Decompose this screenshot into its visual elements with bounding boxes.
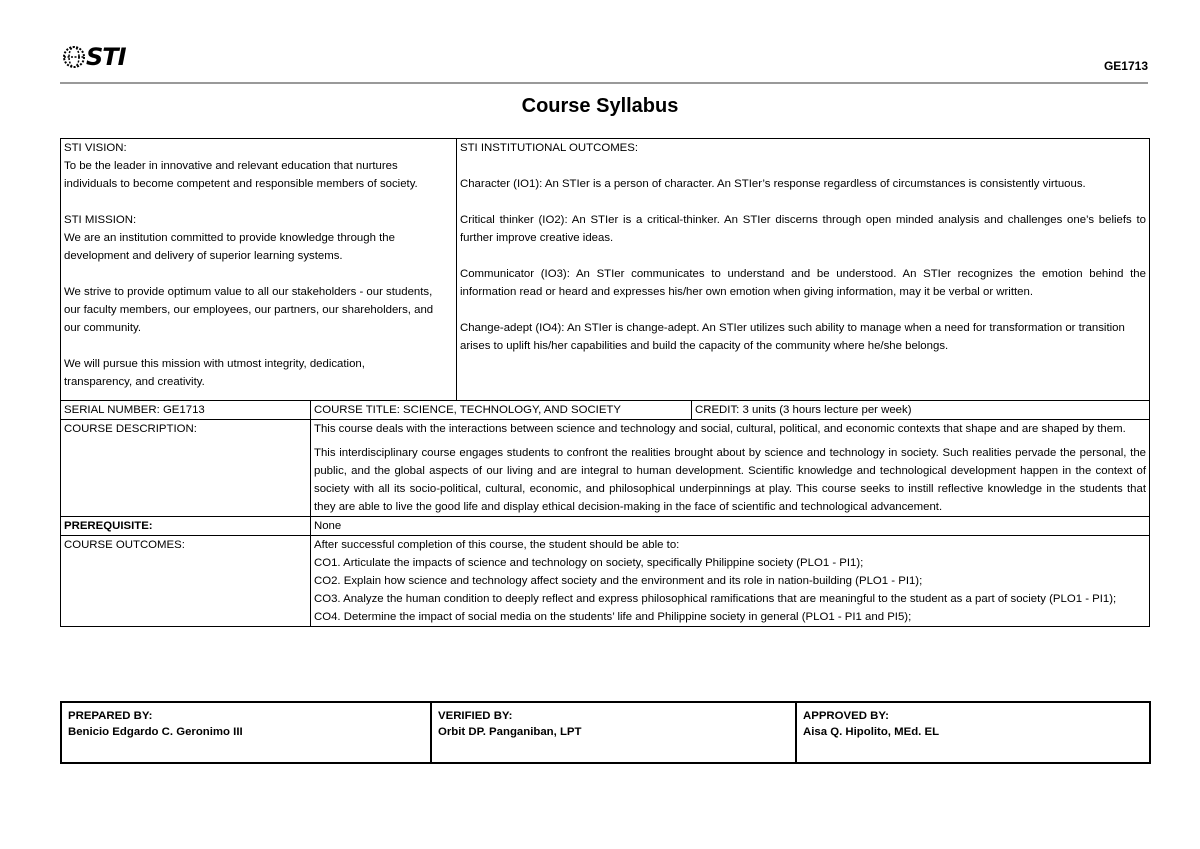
mission-paragraph: We are an institution committed to provide knowledge through the development and delivery of superior learning systems. <box>64 232 395 262</box>
mission-paragraph: We strive to provide optimum value to all our stakeholders - our students, our faculty members, our employees, our partners, our shareholders, and our community. <box>64 286 434 334</box>
description-paragraph: This interdisciplinary course engages students to confront the realities brought about by science and technology in society. Such realities pervade the personal, the public, and the global aspects of our living and are integral to human development. Scientific knowledge and technological development happen in the context of society with all its socio-political, cultural, economic, and philosophical underpinnings at play. This course seeks to instill reflective knowledge in the students that they are able to live the good life and display ethical decision-making in the face of scientific and technological advancement. <box>314 447 1146 513</box>
sti-logo <box>62 44 126 70</box>
header-divider <box>60 82 1148 84</box>
vision-mission-cell <box>61 139 457 401</box>
verified-by-cell <box>431 702 796 763</box>
vision-text: To be the leader in innovative and relevant education that nurtures individuals to become competent and responsible members of society. <box>64 160 418 190</box>
course-outcome-item: CO1. Articulate the impacts of science and technology on society, specifically Philippine society (PLO1 - PI1); <box>314 557 864 569</box>
document-code: GE1713 <box>1103 59 1148 73</box>
description-row <box>61 420 1150 517</box>
course-outcomes-cell <box>311 536 1150 627</box>
signature-name: Orbit DP. Panganiban, LPT <box>438 726 582 738</box>
outcome-label: Change-adept (IO4): <box>460 322 565 334</box>
outcome-text: An STIer is change-adept. An STIer utilizes such ability to manage when a need for transformation or transition arises to uplift his/her capabilities and build the capacity of the community where he/she belongs. <box>460 322 1125 352</box>
outcome-text: An STIer is a person of character. An STIer’s response regardless of circumstances is consistently virtuous. <box>544 178 1086 190</box>
course-credit: CREDIT: 3 units (3 hours lecture per week) <box>692 401 1150 420</box>
course-title: COURSE TITLE: SCIENCE, TECHNOLOGY, AND SOCIETY <box>311 401 692 420</box>
outcome-text: An STIer is a critical-thinker. An STIer discerns through open minded analysis and challenges one’s beliefs to further improve creative ideas. <box>460 214 1146 244</box>
syllabus-table <box>60 138 1150 627</box>
prerequisite-label: PREREQUISITE: <box>61 517 311 536</box>
outcome-item <box>460 211 1146 247</box>
course-outcome-item: CO3. Analyze the human condition to deeply reflect and express philosophical ramifications that are meaningful to the student as a part of society (PLO1 - PI1); <box>314 593 1117 605</box>
outcome-label: Critical thinker (IO2): <box>460 214 568 226</box>
logo-wordmark: STI <box>86 43 126 71</box>
signature-label: APPROVED BY: <box>803 710 889 722</box>
signature-name: Aisa Q. Hipolito, MEd. EL <box>803 726 940 738</box>
outcome-text: An STIer communicates to understand and be understood. An STIer recognizes the emotion behind the information read or heard and expresses his/her own emotion when giving information, may it be verbal or written. <box>460 268 1146 298</box>
serial-number: SERIAL NUMBER: GE1713 <box>61 401 311 420</box>
course-outcome-item: CO4. Determine the impact of social media on the students’ life and Philippine society in general (PLO1 - PI1 and PI5); <box>314 611 912 623</box>
prerequisite-row <box>61 517 1150 536</box>
outcome-label: Communicator (IO3): <box>460 268 570 280</box>
mission-heading: STI MISSION: <box>64 214 137 226</box>
course-outcomes-row <box>61 536 1150 627</box>
signature-name: Benicio Edgardo C. Geronimo III <box>68 726 243 738</box>
outcome-label: Character (IO1): <box>460 178 543 190</box>
vision-heading: STI VISION: <box>64 142 127 154</box>
signature-label: PREPARED BY: <box>68 710 153 722</box>
signature-table <box>60 701 1151 764</box>
prepared-by-cell <box>61 702 431 763</box>
course-info-row <box>61 401 1150 420</box>
description-label: COURSE DESCRIPTION: <box>61 420 311 517</box>
prerequisite-value: None <box>311 517 1150 536</box>
course-outcomes-intro: After successful completion of this course, the student should be able to: <box>314 539 680 551</box>
course-outcome-item: CO2. Explain how science and technology affect society and the environment and its role in nation-building (PLO1 - PI1); <box>314 575 923 587</box>
outcome-item <box>460 175 1146 193</box>
outcomes-heading: STI INSTITUTIONAL OUTCOMES: <box>460 142 639 154</box>
mission-paragraph: We will pursue this mission with utmost integrity, dedication, transparency, and creativity. <box>64 358 365 388</box>
signature-label: VERIFIED BY: <box>438 710 513 722</box>
description-cell <box>311 420 1150 517</box>
vision-outcomes-row <box>61 139 1150 401</box>
page-title: Course Syllabus <box>521 95 679 117</box>
outcome-item <box>460 265 1146 301</box>
approved-by-cell <box>796 702 1150 763</box>
description-paragraph: This course deals with the interactions between science and technology and social, cultural, political, and economic contexts that shape and are shaped by them. <box>314 423 1126 435</box>
outcome-item <box>460 319 1146 355</box>
course-outcomes-label: COURSE OUTCOMES: <box>61 536 311 627</box>
institutional-outcomes-cell <box>457 139 1150 401</box>
globe-icon <box>62 45 88 69</box>
